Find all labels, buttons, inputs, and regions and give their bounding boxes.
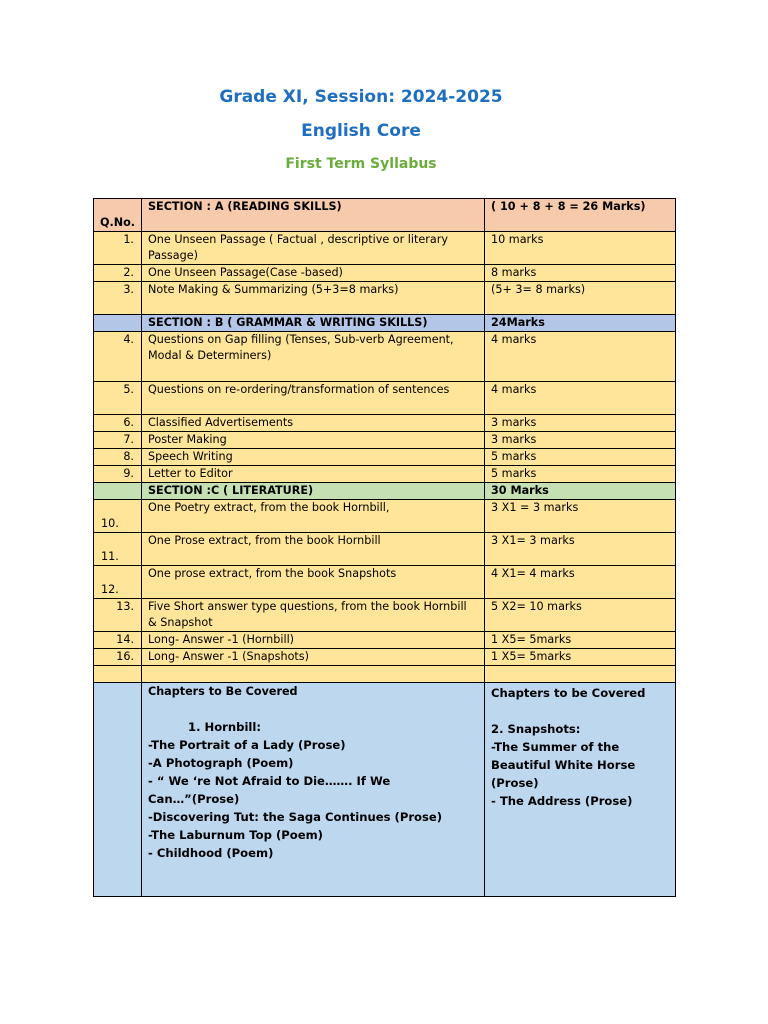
table-row (94, 449, 676, 466)
question-marks: 4 X1= 4 marks (485, 566, 676, 599)
question-topic: Poster Making (142, 432, 485, 449)
question-topic: One Unseen Passage(Case -based) (142, 265, 485, 282)
table-row (94, 282, 676, 315)
question-topic: Classified Advertisements (142, 415, 485, 432)
term-syllabus-heading: First Term Syllabus (285, 156, 437, 172)
question-topic: Five Short answer type questions, from the book Hornbill & Snapshot (142, 599, 485, 632)
question-topic: One Prose extract, from the book Hornbill (142, 533, 485, 566)
table-row (94, 649, 676, 666)
empty-row (94, 666, 676, 683)
table-row (94, 566, 676, 599)
chapters-heading-left: Chapters to Be Covered (148, 685, 298, 698)
question-number: 10. (94, 500, 142, 533)
question-marks: 4 marks (485, 332, 676, 382)
syllabus-table (93, 198, 676, 897)
chapters-heading-right: Chapters to be Covered (491, 686, 646, 700)
question-number: 16. (94, 649, 142, 666)
table-row (94, 265, 676, 282)
question-topic: Long- Answer -1 (Snapshots) (142, 649, 485, 666)
chapter-item: -Discovering Tut: the Saga Continues (Prose) (148, 810, 443, 824)
question-number: 3. (94, 282, 142, 315)
question-marks: 3 X1= 3 marks (485, 533, 676, 566)
chapter-item: - Childhood (Poem) (148, 846, 274, 860)
chapter-item: -The Portrait of a Lady (Prose) (148, 738, 346, 752)
table-row (94, 415, 676, 432)
section-a-title: SECTION : A (READING SKILLS) (142, 199, 485, 232)
question-number: 12. (94, 566, 142, 599)
section-c-title: SECTION :C ( LITERATURE) (142, 483, 485, 500)
question-number: 1. (94, 232, 142, 265)
snapshots-chapters-cell (485, 683, 676, 897)
question-marks: 1 X5= 5marks (485, 632, 676, 649)
chapter-item: -The Laburnum Top (Poem) (148, 828, 323, 842)
question-marks: (5+ 3= 8 marks) (485, 282, 676, 315)
question-marks: 3 X1 = 3 marks (485, 500, 676, 533)
question-number: 7. (94, 432, 142, 449)
question-marks: 4 marks (485, 382, 676, 415)
table-row (94, 432, 676, 449)
qno-header: Q.No. (94, 199, 142, 232)
empty-cell (94, 315, 142, 332)
question-number: 9. (94, 466, 142, 483)
section-b-header-row (94, 315, 676, 332)
table-row (94, 599, 676, 632)
table-row (94, 632, 676, 649)
table-row (94, 332, 676, 382)
table-row (94, 232, 676, 265)
empty-cell (94, 666, 142, 683)
question-topic: Letter to Editor (142, 466, 485, 483)
question-topic: Questions on Gap filling (Tenses, Sub-verb Agreement, Modal & Determiners) (142, 332, 485, 382)
question-number: 6. (94, 415, 142, 432)
question-topic: One prose extract, from the book Snapshots (142, 566, 485, 599)
table-row (94, 533, 676, 566)
hornbill-book-label: 1. Hornbill: (188, 720, 262, 734)
snapshots-book-label: 2. Snapshots: (491, 722, 581, 736)
question-topic: Speech Writing (142, 449, 485, 466)
question-number: 2. (94, 265, 142, 282)
chapter-item: - The Address (Prose) (491, 794, 633, 808)
chapter-item: -A Photograph (Poem) (148, 756, 294, 770)
question-marks: 5 marks (485, 466, 676, 483)
empty-cell (94, 683, 142, 897)
empty-cell (94, 483, 142, 500)
section-a-header-row (94, 199, 676, 232)
question-marks: 5 X2= 10 marks (485, 599, 676, 632)
question-number: 14. (94, 632, 142, 649)
question-topic: Note Making & Summarizing (5+3=8 marks) (142, 282, 485, 315)
question-marks: 5 marks (485, 449, 676, 466)
question-number: 11. (94, 533, 142, 566)
question-marks: 3 marks (485, 415, 676, 432)
section-c-header-row (94, 483, 676, 500)
question-topic: One Poetry extract, from the book Hornbill, (142, 500, 485, 533)
table-row (94, 500, 676, 533)
grade-session-heading: Grade XI, Session: 2024-2025 (219, 87, 503, 107)
question-number: 5. (94, 382, 142, 415)
question-number: 4. (94, 332, 142, 382)
table-row (94, 466, 676, 483)
chapter-item: - “ We ‘re Not Afraid to Die……. If We Can…”(Prose) (148, 774, 391, 806)
section-b-marks: 24Marks (485, 315, 676, 332)
question-number: 8. (94, 449, 142, 466)
question-topic: Long- Answer -1 (Hornbill) (142, 632, 485, 649)
section-c-marks: 30 Marks (485, 483, 676, 500)
empty-cell (142, 666, 485, 683)
chapter-item: -The Summer of the Beautiful White Horse (Prose) (491, 740, 636, 790)
section-a-marks: ( 10 + 8 + 8 = 26 Marks) (485, 199, 676, 232)
empty-cell (485, 666, 676, 683)
question-number: 13. (94, 599, 142, 632)
subject-heading: English Core (301, 121, 421, 141)
question-marks: 3 marks (485, 432, 676, 449)
question-topic: One Unseen Passage ( Factual , descriptive or literary Passage) (142, 232, 485, 265)
question-marks: 1 X5= 5marks (485, 649, 676, 666)
question-marks: 8 marks (485, 265, 676, 282)
hornbill-chapters-cell (142, 683, 485, 897)
table-row (94, 382, 676, 415)
section-b-title: SECTION : B ( GRAMMAR & WRITING SKILLS) (142, 315, 485, 332)
question-marks: 10 marks (485, 232, 676, 265)
chapters-row (94, 683, 676, 897)
question-topic: Questions on re-ordering/transformation of sentences (142, 382, 485, 415)
